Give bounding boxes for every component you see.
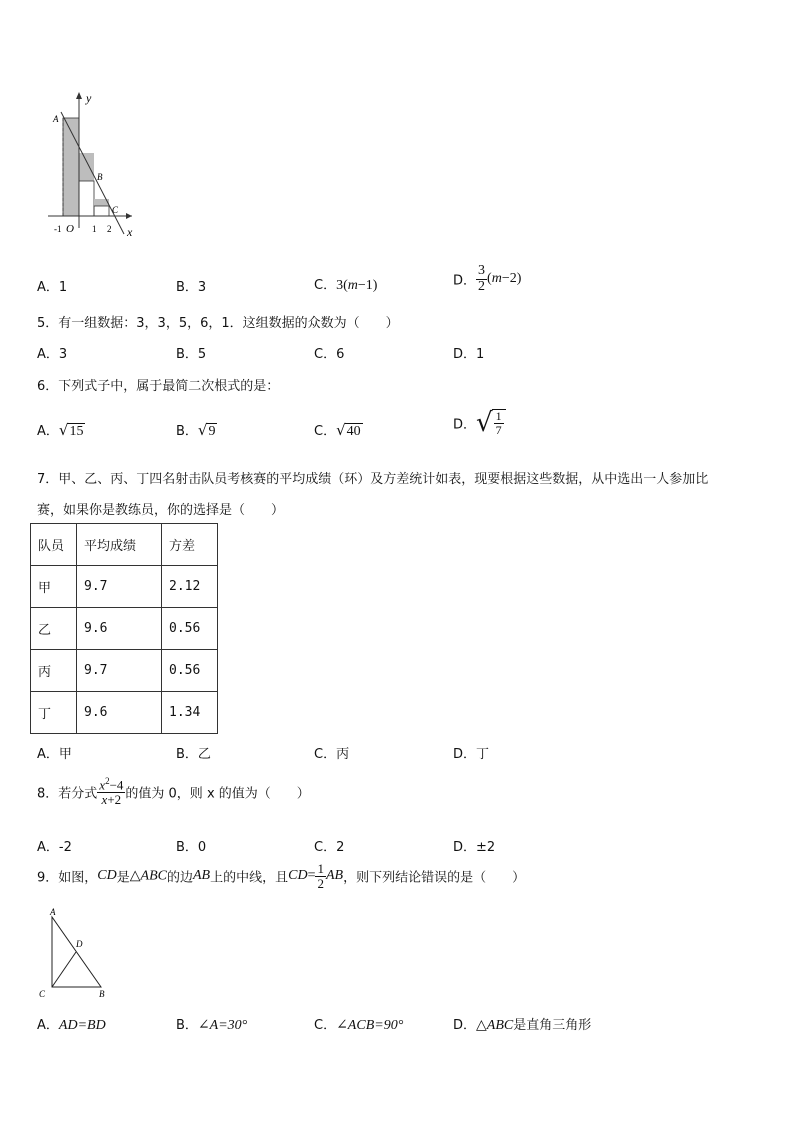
table-cell: 丁 [31, 692, 77, 734]
q4-option-d-open: ( [487, 271, 492, 287]
q6-stem: 6．下列式子中，属于最简二次根式的是： [37, 379, 280, 394]
q8-num-var: x [99, 777, 106, 793]
radical-icon: √ [336, 421, 346, 439]
q7-option-a[interactable]: A．甲 [37, 747, 72, 762]
table-cell: 2.12 [162, 566, 218, 608]
q8-stem [37, 777, 310, 807]
q9-option-c-label: C． [314, 1018, 337, 1033]
q4-option-c-rest: −1) [357, 278, 378, 293]
q5-option-c[interactable]: C．6 [314, 347, 345, 362]
q4-option-d[interactable] [453, 264, 521, 294]
q9-cd: CD [97, 868, 117, 884]
q9-option-d-tri: △ABC [476, 1018, 514, 1033]
q6-option-c-label: C． [314, 424, 337, 439]
q6-option-d-fraction [492, 409, 506, 436]
q6-option-d-den: 7 [495, 423, 502, 437]
q4-option-c-var: m [347, 278, 358, 293]
q4-option-a-label: A． [37, 280, 59, 295]
q4-option-c[interactable] [314, 274, 377, 294]
q9-half-num: 1 [317, 861, 324, 876]
median-cd [52, 952, 76, 987]
q8-numerator [97, 777, 125, 793]
q9-equals: = [307, 868, 316, 884]
q4-option-b-value: 3 [197, 280, 207, 295]
q8-den-var: x [101, 791, 108, 807]
q4-option-a-value: 1 [58, 280, 68, 295]
q6-option-a[interactable] [37, 420, 85, 440]
q4-option-c-coef: 3 [336, 278, 344, 293]
q8-denominator [97, 793, 125, 807]
q4-option-d-rest: −2) [501, 271, 522, 287]
table-cell: 0.56 [162, 650, 218, 692]
q9-option-c[interactable] [314, 1014, 403, 1034]
radical-icon: √ [197, 421, 208, 439]
q8-num-rest: −4 [109, 777, 124, 793]
point-b-label: B [97, 172, 103, 182]
q9-stem [37, 862, 525, 890]
q8-stem-pre: 8．若分式 [37, 786, 98, 802]
q4-option-c-label: C． [314, 278, 337, 293]
q5-stem: 5．有一组数据：3，3，5，6，1．这组数据的众数为（ ） [37, 316, 399, 331]
table-row [31, 608, 218, 650]
q9-option-d-text: 是直角三角形 [513, 1018, 592, 1033]
q8-fraction [97, 777, 125, 807]
table-header-row [31, 524, 218, 566]
q7-option-d[interactable]: D．丁 [453, 747, 490, 762]
table-cell: 乙 [31, 608, 77, 650]
q7-option-b[interactable]: B．乙 [176, 747, 211, 762]
q6-option-b-radicand: 9 [208, 424, 216, 439]
q9-option-a-expr: AD=BD [58, 1018, 106, 1033]
q9-side-of: 的边 [166, 870, 193, 886]
tick-one: 1 [92, 224, 97, 234]
q9-option-b-label: B． [176, 1018, 198, 1033]
coordinate-graph [40, 88, 150, 238]
table-header-cell: 方差 [162, 524, 218, 566]
q4-option-a[interactable] [37, 276, 67, 295]
q8-option-d[interactable]: D．±2 [453, 840, 496, 855]
table-header-cell: 平均成绩 [77, 524, 162, 566]
q8-option-a[interactable]: A．-2 [37, 840, 72, 855]
vertex-b-label: B [99, 989, 105, 999]
table-cell: 9.7 [77, 650, 162, 692]
q9-option-b[interactable] [176, 1014, 247, 1034]
table-cell: 1.34 [162, 692, 218, 734]
table-header-cell: 队员 [31, 524, 77, 566]
q6-option-c-radicand: 40 [346, 424, 361, 439]
radical-icon: √ [58, 421, 69, 439]
point-a-label: A [53, 114, 59, 124]
q4-option-b-label: B． [176, 280, 198, 295]
table-cell: 0.56 [162, 608, 218, 650]
q8-stem-post: 的值为 0，则 x 的值为（ ） [125, 786, 310, 802]
table-row [31, 566, 218, 608]
q4-option-b[interactable] [176, 276, 206, 295]
origin-label: O [66, 223, 74, 235]
q6-option-b[interactable] [176, 420, 217, 440]
q4-option-c-open: ( [343, 278, 348, 293]
point-c-label: C [112, 205, 119, 215]
q6-option-c[interactable] [314, 420, 363, 440]
q8-option-c[interactable]: C．2 [314, 840, 345, 855]
q4-option-d-num: 3 [478, 263, 486, 278]
q8-num-exponent: 2 [105, 776, 110, 786]
q8-den-rest: +2 [107, 791, 122, 807]
vertex-c-label: C [39, 989, 46, 999]
q9-option-a[interactable] [37, 1014, 106, 1034]
q9-option-c-expr: ∠ACB=90° [336, 1018, 404, 1033]
vertex-a-label: A [50, 907, 56, 917]
q4-option-d-label: D． [453, 273, 477, 289]
q9-ab: AB [192, 868, 211, 884]
shaded-rectangles [63, 118, 109, 216]
vertex-d-label: D [76, 939, 83, 949]
y-axis-label: y [86, 91, 92, 105]
q9-option-d-label: D． [453, 1018, 477, 1033]
tick-minus-one: -1 [54, 224, 62, 234]
q9-is: 是 [116, 870, 130, 886]
table-row [31, 692, 218, 734]
tick-two: 2 [107, 224, 112, 234]
q9-triangle: △ABC [129, 868, 167, 884]
q7-score-table [30, 523, 218, 734]
q9-stem-pre: 9．如图， [37, 870, 98, 886]
q9-option-d[interactable] [453, 1014, 591, 1034]
q9-option-a-label: A． [37, 1018, 59, 1033]
table-cell: 9.6 [77, 692, 162, 734]
q5-option-a[interactable]: A．3 [37, 347, 68, 362]
q5-option-d[interactable]: D．1 [453, 347, 485, 362]
table-cell: 9.7 [77, 566, 162, 608]
q4-option-d-var: m [491, 271, 502, 287]
triangle-figure [36, 905, 116, 1000]
q6-option-a-radicand: 15 [69, 424, 84, 439]
q9-half-den: 2 [317, 875, 324, 891]
q6-option-d[interactable] [453, 408, 506, 438]
q9-half-fraction [315, 862, 326, 890]
q9-cd-2: CD [288, 868, 308, 884]
radical-icon: √ [476, 408, 493, 438]
table-row [31, 650, 218, 692]
q4-option-d-fraction [476, 264, 487, 294]
table-cell: 甲 [31, 566, 77, 608]
q8-option-b[interactable]: B．0 [176, 840, 207, 855]
q6-option-d-label: D． [453, 417, 477, 433]
q5-option-b[interactable]: B．5 [176, 347, 207, 362]
q7-option-c[interactable]: C．丙 [314, 747, 350, 762]
q4-option-d-den: 2 [478, 278, 486, 294]
q9-ab-2: AB [325, 868, 344, 884]
q9-median: 上的中线，且 [210, 870, 289, 886]
q6-option-d-num: 1 [495, 409, 502, 424]
q7-stem-line2: 赛，如果你是教练员，你的选择是（ ） [37, 503, 285, 518]
q6-option-a-label: A． [37, 424, 59, 439]
q9-stem-post: ，则下列结论错误的是（ ） [343, 870, 526, 886]
table-cell: 9.6 [77, 608, 162, 650]
table-cell: 丙 [31, 650, 77, 692]
q9-option-b-expr: ∠A=30° [197, 1018, 248, 1033]
x-axis-label: x [127, 225, 133, 238]
q6-option-b-label: B． [176, 424, 198, 439]
q7-stem-line1: 7．甲、乙、丙、丁四名射击队员考核赛的平均成绩（环）及方差统计如表，现要根据这些数据，从中选出一人参加比 [37, 472, 709, 487]
x-axis-arrow-icon [126, 213, 132, 219]
y-axis-arrow-icon [76, 92, 82, 99]
